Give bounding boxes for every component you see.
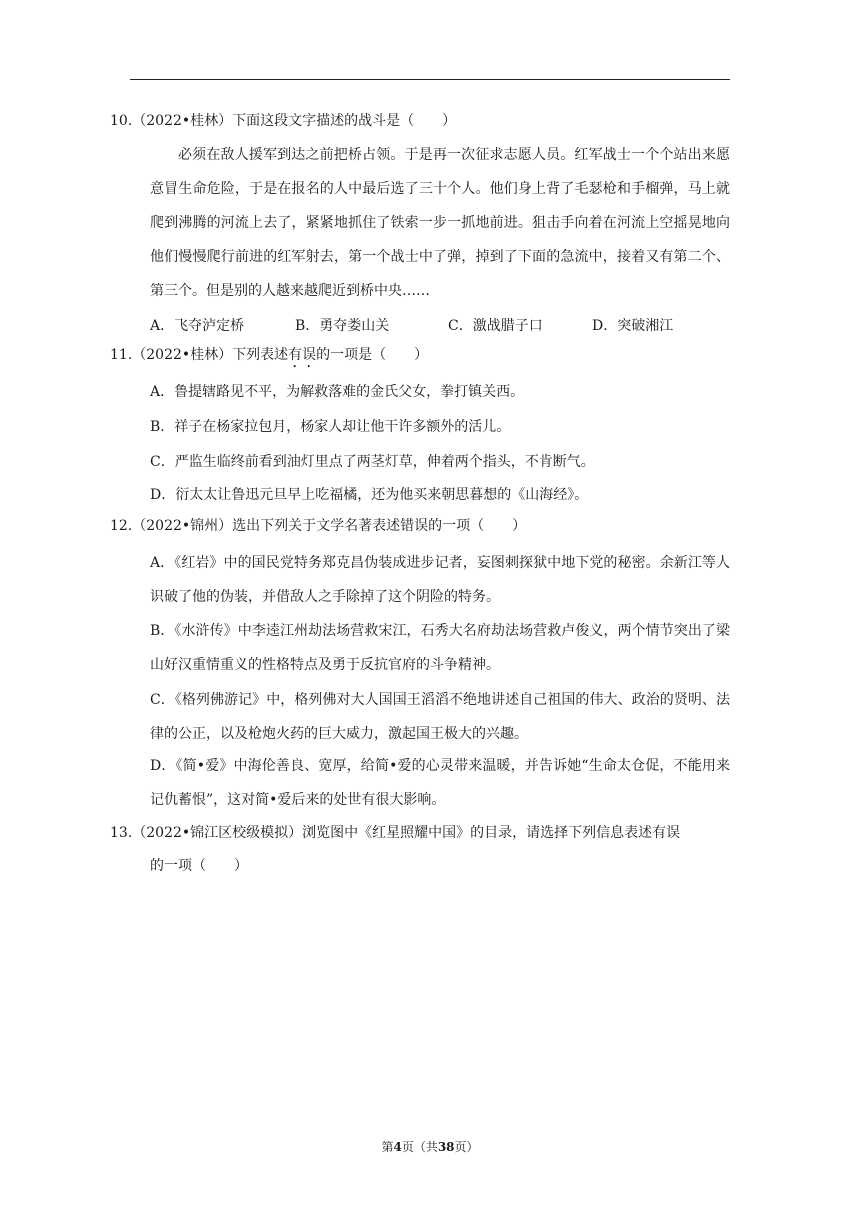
footer-page-number: 4 [393, 1140, 402, 1154]
q12-option-b[interactable]: B．《水浒传》中李逵江州劫法场营救宋江，石秀大名府劫法场营救卢俊义，两个情节突出了梁山好汉重情重义的性格特点及勇于反抗官府的斗争精神。 [150, 623, 730, 673]
footer-mid: 页（共 [401, 1140, 438, 1154]
q12-stem: 12.（2022•锦州）选出下列关于文学名著表述错误的一项（ ） [110, 518, 527, 534]
q10-option-d[interactable]: D．突破湘江 [592, 318, 674, 334]
q13-stem-line2: 的一项（ ） [150, 858, 248, 874]
q10-option-b[interactable]: B．勇夺娄山关 [295, 318, 390, 334]
q10-option-c[interactable]: C．激战腊子口 [448, 318, 543, 334]
q10-option-a[interactable]: A．飞夺泸定桥 [150, 318, 245, 334]
page-footer [0, 1138, 860, 1155]
q11-stem-after: 的一项是（ ） [316, 347, 429, 363]
footer-prefix: 第 [381, 1140, 394, 1154]
q11-stem [110, 345, 428, 371]
q12-option-d[interactable]: D．《简•爱》中海伦善良、宽厚，给简•爱的心灵带来温暖，并告诉她“生命太仓促，不能用来记仇蓄恨”，这对简•爱后来的处世有很大影响。 [150, 758, 730, 808]
q12-option-c[interactable]: C．《格列佛游记》中，格列佛对大人国国王滔滔不绝地讲述自己祖国的伟大、政治的贤明、法律的公正，以及枪炮火药的巨大威力，激起国王极大的兴趣。 [150, 692, 730, 742]
q11-option-a[interactable]: A．鲁提辖路见不平，为解救落难的金氏父女，拳打镇关西。 [150, 384, 525, 400]
q11-stem-emphasis: 有误 [288, 347, 317, 363]
footer-total-pages: 38 [437, 1140, 455, 1154]
header-rule [130, 79, 730, 80]
q10-passage: 必须在敌人援军到达之前把桥占领。于是再一次征求志愿人员。红军战士一个个站出来愿意冒生命危险，于是在报名的人中最后选了三十个人。他们身上背了毛瑟枪和手榴弹，马上就爬到沸腾的河流上去了，紧紧地抓住了铁索一步一抓地前进。狙击手向着在河流上空摇晃地向他们慢慢爬行前进的红军射去，第一个战士中了弹，掉到了下面的急流中，接着又有第二个、第三个。但是别的人越来越爬近到桥中央…… [150, 147, 730, 299]
q13-stem-line1: 13.（2022•锦江区校级模拟）浏览图中《红星照耀中国》的目录，请选择下列信息表述有误 [110, 825, 681, 841]
q11-option-d[interactable]: D．衍太太让鲁迅元旦早上吃福橘，还为他买来朝思暮想的《山海经》。 [150, 487, 589, 503]
footer-suffix: 页） [454, 1140, 479, 1154]
q11-option-b[interactable]: B．祥子在杨家拉包月，杨家人却让他干许多额外的活儿。 [150, 419, 511, 435]
q11-stem-before: 11.（2022•桂林）下列表述 [110, 347, 289, 363]
q12-option-a[interactable]: A．《红岩》中的国民党特务郑克昌伪装成进步记者，妄图刺探狱中地下党的秘密。余新江等人识破了他的伪装，并借敌人之手除掉了这个阴险的特务。 [150, 555, 730, 605]
q11-option-c[interactable]: C．严监生临终前看到油灯里点了两茎灯草，伸着两个指头，不肯断气。 [150, 454, 595, 470]
q10-stem: 10.（2022•桂林）下面这段文字描述的战斗是（ ） [110, 113, 457, 129]
